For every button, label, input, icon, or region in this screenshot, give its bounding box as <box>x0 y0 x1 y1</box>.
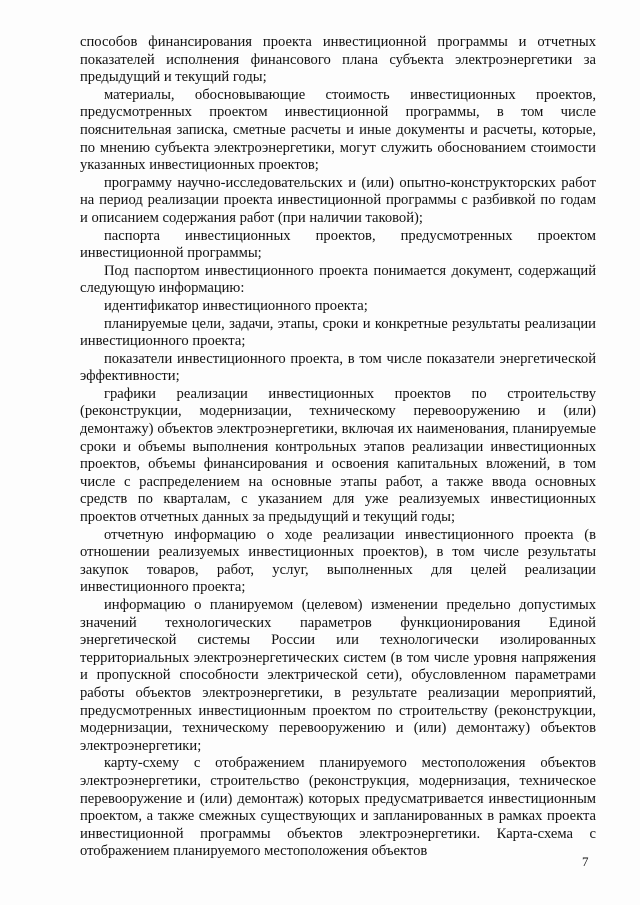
body-text <box>80 34 596 861</box>
paragraph-project-passports: паспорта инвестиционных проектов, предусмотренных проектом инвестиционной программы; <box>80 227 596 262</box>
paragraph-technological-parameters: информацию о планируемом (целевом) изменении предельно допустимых значений технологических параметров функционирования Единой энергетической системы России или технологически изолированных территориальных электроэнергетических систем (в том числе уровня напряжения и пропускной способности электрической сети), обусловленном параметрами работы объектов электроэнергетики, в результате реализации мероприятий, предусмотренных инвестиционным проектом по строительству (реконструкции, модернизации, техническому перевооружению и (или) демонтажу) объектов электроэнергетики; <box>80 597 596 754</box>
paragraph-location-map: карту-схему с отображением планируемого местоположения объектов электроэнергетики, строительство (реконструкция, модернизация, техническое перевооружение и (или) демонтаж) которых предусматривается инвестиционным проектом, а также смежных существующих и запланированных в рамках проекта инвестиционной программы объектов электроэнергетики. Карта-схема с отображением планируемого местоположения объектов <box>80 755 596 860</box>
paragraph-project-identifier: идентификатор инвестиционного проекта; <box>104 297 368 314</box>
page-number: 7 <box>582 854 589 869</box>
paragraph-project-indicators: показатели инвестиционного проекта, в том числе показатели энергетической эффективности; <box>80 350 596 385</box>
paragraph-passport-definition: Под паспортом инвестиционного проекта понимается документ, содержащий следующую информацию: <box>80 262 596 297</box>
paragraph-financing-methods: способов финансирования проекта инвестиционной программы и отчетных показателей исполнения финансового плана субъекта электроэнергетики за предыдущий и текущий годы; <box>80 34 596 86</box>
paragraph-goals-tasks: планируемые цели, задачи, этапы, сроки и конкретные результаты реализации инвестиционного проекта; <box>80 315 596 350</box>
paragraph-cost-materials: материалы, обосновывающие стоимость инвестиционных проектов, предусмотренных проектом инвестиционной программы, в том числе пояснительная записка, сметные расчеты и иные документы и расчеты, которые, по мнению субъекта электроэнергетики, могут служить обоснованием стоимости указанных инвестиционных проектов; <box>80 86 596 174</box>
paragraph-progress-report: отчетную информацию о ходе реализации инвестиционного проекта (в отношении реализуемых инвестиционных проектов), в том числе результаты закупок товаров, работ, услуг, выполненных для целей реализации инвестиционного проекта; <box>80 526 596 596</box>
paragraph-implementation-schedules: графики реализации инвестиционных проектов по строительству (реконструкции, модернизации, техническому перевооружению и (или) демонтажу) объектов электроэнергетики, включая их наименования, планируемые сроки и объемы выполнения контрольных этапов реализации инвестиционных проектов, объемы финансирования и освоения капитальных вложений, в том числе с распределением на основные этапы работ, а также ввода основных средств по кварталам, с указанием для уже реализуемых инвестиционных проектов отчетных данных за предыдущий и текущий годы; <box>80 385 596 526</box>
paragraph-research-program: программу научно-исследовательских и (или) опытно-конструкторских работ на период реализации проекта инвестиционной программы с разбивкой по годам и описанием содержания работ (при наличии таковой); <box>80 174 596 226</box>
